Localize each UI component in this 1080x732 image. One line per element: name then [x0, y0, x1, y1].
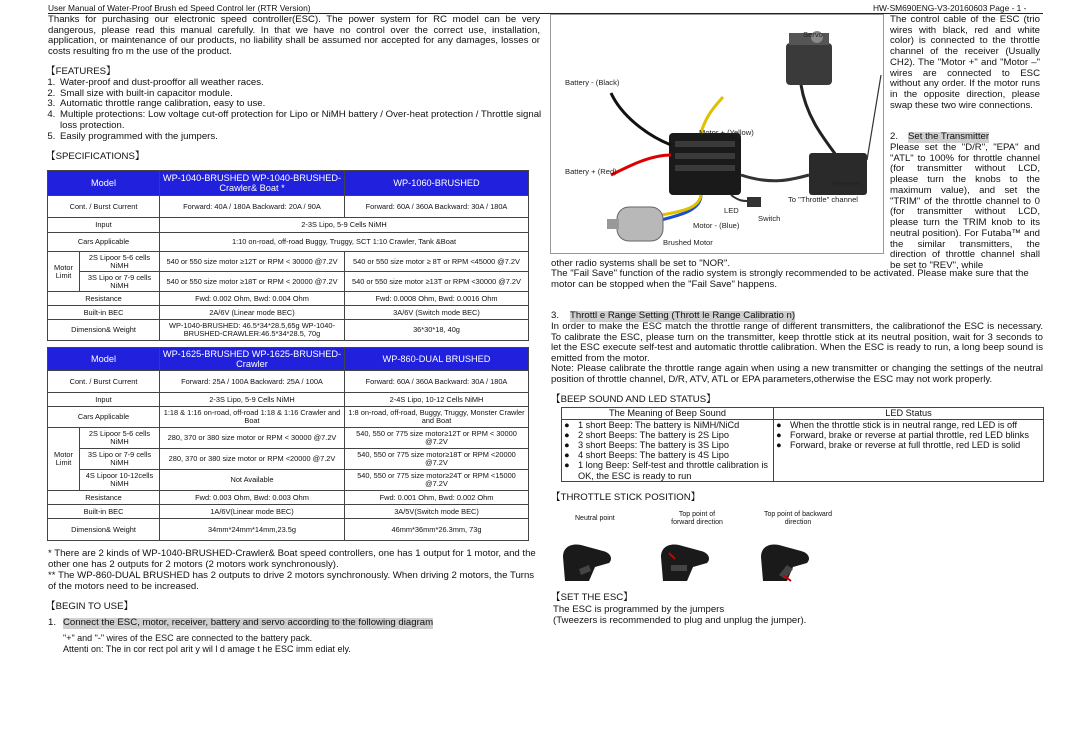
spec2-r3-b: 540, 550 or 775 size motor≥24T or RPM <15000 @7.2V: [345, 470, 529, 491]
spec2-cars-b: 1:8 on-road, off-road, Buggy, Truggy, Monster Crawler and Boat: [345, 407, 529, 428]
feature-item: 5. Easily programmed with the jumpers.: [58, 132, 550, 143]
spec2-input-b: 2-4S Lipo, 10-12 Cells NiMH: [345, 393, 529, 407]
step2-title: Set the Transmitter: [908, 131, 990, 142]
specifications-title: 【SPECIFICATIONS】: [46, 151, 145, 162]
spec-note-1: * There are 2 kinds of WP-1040-BRUSHED-Crawler& Boat speed controllers, one has 1 output for 1 motor, and the other one has 2 outputs for 2 motors (2 motors work synchronously).: [48, 548, 536, 570]
spec1-bec-b: 3A/6V (Switch mode BEC): [345, 306, 529, 320]
beep-item: ● 2 short Beeps: The battery is 2S Lipo: [564, 430, 730, 441]
spec2-cont-b: Forward: 60A / 360A Backward: 30A / 180A: [345, 371, 529, 393]
beep-col-meaning: The Meaning of Beep Sound: [562, 408, 774, 420]
spec2-r1-a: 280, 370 or 380 size motor or RPM < 30000 @7.2V: [160, 428, 345, 449]
spec1-dim-b: 36*30*18, 40g: [345, 320, 529, 341]
spec1-r1-b: 540 or 550 size motor ≥ 8T or RPM <45000 @7.2V: [345, 252, 529, 272]
beep-item: ● 1 short Beep: The battery is NiMH/NiCd: [564, 420, 740, 430]
diagram-label-led: LED: [724, 206, 739, 215]
diagram-label-motor-blue: Motor - (Blue): [693, 221, 740, 230]
diagram-label-switch: Switch: [758, 214, 781, 223]
spec2-motor-limit: Motor Limit: [48, 428, 80, 491]
spec2-r2-b: 540, 550 or 775 size motor≥18T or RPM <20000 @7.2V: [345, 449, 529, 470]
feature-item: 4. Multiple protections: Low voltage cut-off protection for Lipo or NiMH battery / Over-heat protection / Throttle signal loss protection.: [58, 110, 550, 131]
spec1-cars: 1:10 on-road, off-road Buggy, Truggy, SCT 1:10 Crawler, Tank &Boat: [160, 233, 529, 252]
spec2-r2-a: 280, 370 or 380 size motor or RPM <20000 @7.2V: [160, 449, 345, 470]
servo-shape: [786, 43, 832, 85]
spec2-input-label: Input: [48, 393, 160, 407]
spec1-model-a: WP-1040-BRUSHED WP-1040-BRUSHED-Crawler& Boat *: [160, 171, 345, 196]
diagram-label-battery-black: Battery - (Black): [565, 78, 620, 87]
spec1-motor-limit: Motor Limit: [48, 252, 80, 292]
spec2-dim-b: 46mm*36mm*26.3mm, 73g: [345, 519, 529, 541]
spec2-res-label: Resistance: [48, 491, 160, 505]
begin-step1-num: 1.: [48, 617, 57, 628]
spec2-cars-label: Cars Applicable: [48, 407, 160, 428]
spec2-dim-a: 34mm*24mm*14mm,23.5g: [160, 519, 345, 541]
spec2-model-b: WP-860-DUAL BRUSHED: [345, 348, 529, 371]
set-esc-line1: The ESC is programmed by the jumpers: [553, 604, 725, 615]
beep-title: 【BEEP SOUND AND LED STATUS】: [551, 394, 716, 405]
led-item: ● When the throttle stick is in neutral range, red LED is off: [776, 420, 1018, 430]
begin-title: 【BEGIN TO USE】: [46, 601, 134, 612]
spec-table-1: [47, 170, 529, 341]
intro-paragraph: Thanks for purchasing our electronic speed controller(ESC). The power system for RC model can be very dangerous, please read this manual carefully. In that we have no control over the correct use, installation, application, or maintenance of our products, no liability shall be assumed nor accepted for any damages, losses or costs resulting fro m the use of the product.: [48, 14, 540, 58]
beep-item: ● 1 long Beep: Self-test and throttle calibration is OK, the ESC is ready to run: [564, 460, 768, 481]
step3-num: 3.: [551, 310, 560, 321]
beep-meaning-cell: [562, 420, 774, 482]
spec1-r1-a: 540 or 550 size motor ≥12T or RPM < 30000 @7.2V: [160, 252, 345, 272]
led-item: ● Forward, brake or reverse at partial throttle, red LED blinks: [776, 430, 1029, 441]
stick-label-neutral: Neutral point: [575, 515, 615, 522]
spec2-res-a: Fwd: 0.003 Ohm, Bwd: 0.003 Ohm: [160, 491, 345, 505]
spec1-model-label: Model: [48, 171, 160, 196]
diagram-label-receiver: Receiver: [831, 179, 861, 188]
spec1-dim-a: WP-1040-BRUSHED: 46.5*34*28.5,65g WP-1040-BRUSHED-CRAWLER:46.5*34*28.5, 70g: [160, 320, 345, 341]
stick-label-forward: Top point of forward direction: [671, 511, 723, 526]
spec2-model-label: Model: [48, 348, 160, 371]
beep-item: ● 3 short Beeps: The battery is 3S Lipo: [564, 440, 730, 451]
spec1-cont-a: Forward: 40A / 180A Backward: 20A / 90A: [160, 196, 345, 218]
features-title: 【FEATURES】: [46, 66, 116, 77]
feature-item: 2. Small size with built-in capacitor module.: [58, 89, 550, 100]
spec1-r2-b: 540 or 550 size motor ≥13T or RPM <30000 @7.2V: [345, 272, 529, 292]
spec2-cars-a: 1:18 & 1:16 on-road, off-road 1:18 & 1:16 Crawler and Boat: [160, 407, 345, 428]
brushed-motor-shape: [617, 207, 663, 241]
spec1-cont-label: Cont. / Burst Current: [48, 196, 160, 218]
throttle-stick-figures: [555, 507, 845, 587]
led-item: ● Forward, brake or reverse at full throttle, red LED is solid: [776, 440, 1021, 451]
step3-note: Note: Please calibrate the throttle range again when using a new transmitter or changing the settings of the neutral position of throttle channel, D/R, ATV, ATL or EPA parameters,otherwise the ESC may not work properly.: [551, 363, 1043, 385]
spec2-input-a: 2-3S Lipo, 5-9 Cells NiMH: [160, 393, 345, 407]
wiring-diagram: [550, 14, 884, 254]
spec1-r2-label: 3S Lipo or 7-9 cells NiMH: [80, 272, 160, 292]
set-esc-line2: (Tweezers is recommended to plug and unplug the jumper).: [553, 615, 807, 626]
spec1-cars-label: Cars Applicable: [48, 233, 160, 252]
transmitter-forward-icon: [661, 545, 709, 582]
step3-title: Throttl e Range Setting (Thrott le Range Calibratio n): [570, 310, 796, 321]
header-left: User Manual of Water-Proof Brush ed Speed Control ler (RTR Version): [48, 3, 311, 13]
spec2-bec-b: 3A/5V(Switch mode BEC): [345, 505, 529, 519]
diagram-label-throttle-channel: To "Throttle" channel: [788, 195, 858, 204]
diagram-label-motor-yellow: Motor + (Yellow): [699, 128, 754, 137]
spec1-input-label: Input: [48, 218, 160, 233]
diagram-label-brushed-motor: Brushed Motor: [663, 238, 713, 247]
step2-paragraph: Please set the "D/R", "EPA" and "ATL" to 100% for throttle channel (for transmitter without LCD, please turn the knobs to the maximum value), and set the "TRIM" of the throttle channel to 0 (for transmitter without LCD, please turn the TRIM knob to its neutral position). For Futaba™ and the similar transmitters, the direction of throttle channel shall be set to "REV", while: [890, 142, 1040, 272]
spec1-dim-label: Dimension& Weight: [48, 320, 160, 341]
step2-num: 2.: [890, 131, 899, 142]
other-radio-note: other radio systems shall be set to "NOR".: [551, 258, 731, 269]
spec2-cont-label: Cont. / Burst Current: [48, 371, 160, 393]
diagram-label-battery-red: Battery + (Red): [565, 167, 617, 176]
spec-note-2: ** The WP-860-DUAL BRUSHED has 2 outputs to drive 2 motors synchronously. When driving 2 motors, the Turns of the motors need to be increased.: [48, 570, 535, 592]
spec2-bec-label: Built-in BEC: [48, 505, 160, 519]
spec2-r3-label: 4S Lipoor 10-12cells NiMH: [80, 470, 160, 491]
spec2-res-b: Fwd: 0.001 Ohm, Bwd: 0.002 Ohm: [345, 491, 529, 505]
spec2-bec-a: 1A/6V(Linear mode BEC): [160, 505, 345, 519]
begin-wires-note: "+" and "-" wires of the ESC are connected to the battery pack.: [63, 633, 313, 643]
spec2-model-a: WP-1625-BRUSHED WP-1625-BRUSHED-Crawler: [160, 348, 345, 371]
spec1-cont-b: Forward: 60A / 360A Backward: 30A / 180A: [345, 196, 529, 218]
transmitter-backward-icon: [761, 545, 809, 582]
spec-table-2: [47, 347, 529, 541]
beep-col-led: LED Status: [774, 408, 1044, 420]
step3-paragraph: In order to make the ESC match the throttle range of different transmitters, the calibrationof the ESC is necessary. To calibrate the ESC, please turn on the transmitter, keep throttle stick at its neutral position, wait for 3 seconds to let the ESC execute self-test and automatic throttle calibration. When the ESC is ready to run, a long beep sound is emitted from the motor.: [551, 321, 1043, 365]
transmitter-neutral-icon: [563, 545, 611, 582]
feature-item: 3. Automatic throttle range calibration, easy to use.: [58, 99, 550, 110]
spec2-cont-a: Forward: 25A / 100A Backward: 25A / 100A: [160, 371, 345, 393]
beep-item: ● 4 short Beeps: The battery is 4S Lipo: [564, 450, 730, 461]
spec1-res-a: Fwd: 0.002 Ohm, Bwd: 0.004 Ohm: [160, 292, 345, 306]
spec1-bec-label: Built-in BEC: [48, 306, 160, 320]
spec1-bec-a: 2A/6V (Linear mode BEC): [160, 306, 345, 320]
features-list: [48, 78, 550, 142]
beep-led-table: [561, 407, 1044, 482]
begin-step1: Connect the ESC, motor, receiver, battery and servo according to the following diagram: [63, 617, 434, 628]
feature-item: 1. Water-proof and dust-prooffor all weather races.: [58, 78, 550, 89]
spec1-r2-a: 540 or 550 size motor ≥18T or RPM < 20000 @7.2V: [160, 272, 345, 292]
spec1-res-label: Resistance: [48, 292, 160, 306]
header-right: HW-SM690ENG-V3-20160603 Page - 1 -: [873, 3, 1027, 13]
failsafe-paragraph: The "Fail Save" function of the radio system is strongly recommended to be activated. Please make sure that the motor can be stopped when the "Fail Save" happens.: [551, 268, 1029, 290]
set-esc-title: 【SET THE ESC】: [551, 592, 633, 603]
spec1-model-b: WP-1060-BRUSHED: [345, 171, 529, 196]
spec2-dim-label: Dimension& Weight: [48, 519, 160, 541]
spec1-res-b: Fwd: 0.0008 Ohm, Bwd: 0.0016 Ohm: [345, 292, 529, 306]
switch-shape: [747, 197, 761, 207]
spec2-r3-a: Not Available: [160, 470, 345, 491]
spec2-r2-label: 3S Lipo or 7-9 cells NiMH: [80, 449, 160, 470]
esc-cable-paragraph: The control cable of the ESC (trio wires with black, red and white color) is connected to the throttle channel of the receiver (Usually CH2). The "Motor +" and "Motor –" wires are connected to ESC without any order. If the motor runs in the opposite direction, please swap these two wire connections.: [890, 14, 1040, 111]
throttle-stick-title: 【THROTTLE STICK POSITION】: [551, 492, 701, 503]
receiver-shape: [809, 153, 867, 195]
spec2-r1-label: 2S Lipoor 5-6 cells NiMH: [80, 428, 160, 449]
stick-label-backward: Top point of backward direction: [763, 511, 833, 526]
diagram-label-servo: Servo: [803, 30, 823, 39]
led-status-cell: [774, 420, 1044, 482]
begin-attention: Attenti on: The in cor rect pol arit y wil l d amage t he ESC imm ediat ely.: [63, 644, 351, 654]
spec1-r1-label: 2S Lipoor 5-6 cells NiMH: [80, 252, 160, 272]
throttle-stick-drawings: [555, 529, 845, 587]
spec2-r1-b: 540, 550 or 775 size motor≥12T or RPM < 30000 @7.2V: [345, 428, 529, 449]
spec1-input: 2-3S Lipo, 5-9 Cells NiMH: [160, 218, 529, 233]
